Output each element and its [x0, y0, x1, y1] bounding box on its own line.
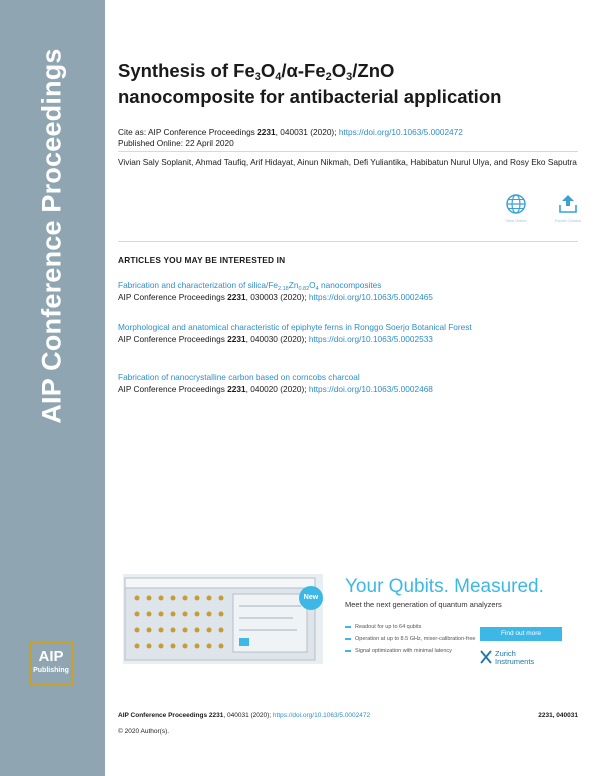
- new-badge: New: [299, 586, 323, 610]
- divider: [118, 151, 578, 152]
- related-article: [118, 279, 578, 303]
- ad-bullet: Readout for up to 64 qubits: [345, 624, 485, 631]
- zurich-instruments-logo-icon: [480, 650, 492, 664]
- related-article: [118, 371, 578, 395]
- related-article-citation: AIP Conference Proceedings 2231, 040020 (2020); https://doi.org/10.1063/5.0002468: [118, 384, 433, 394]
- zurich-instruments-brand: Zurich Instruments: [495, 649, 535, 666]
- find-out-more-button[interactable]: Find out more: [480, 627, 562, 641]
- cite-as-line: Cite as: AIP Conference Proceedings 2231, 040031 (2020); https://doi.org/10.1063/5.0002472: [118, 127, 463, 137]
- related-article-title[interactable]: Fabrication of nanocrystalline carbon based on corncobs charcoal: [118, 372, 360, 382]
- footer-citation: AIP Conference Proceedings 2231, 040031 (2020); https://doi.org/10.1063/5.0002472: [118, 712, 371, 719]
- related-articles-heading: ARTICLES YOU MAY BE INTERESTED IN: [118, 255, 286, 265]
- page-footer: [118, 711, 578, 720]
- citation-block: [118, 127, 578, 149]
- article-title-line1: Synthesis of $Fe_3O_4/\alpha-Fe_2O_3$/ZnO: [118, 60, 395, 83]
- article-doi-link[interactable]: https://doi.org/10.1063/5.0002472: [338, 127, 463, 137]
- ad-bullet: Operation at up to 8.5 GHz, mixer-calibration-free: [345, 636, 485, 643]
- ad-bullet-list: [345, 624, 485, 660]
- globe-icon: [505, 193, 527, 215]
- footer-doi-link[interactable]: https://doi.org/10.1063/5.0002472: [272, 712, 371, 719]
- related-article-citation: AIP Conference Proceedings 2231, 030003 (2020); https://doi.org/10.1063/5.0002465: [118, 292, 433, 302]
- article-title: [118, 58, 578, 110]
- ad-subheadline: Meet the next generation of quantum analyzers: [345, 600, 502, 609]
- related-article-title[interactable]: Fabrication and characterization of silica/$Fe_{2.18}Zn_{0.82}O_4$ nanocomposites: [118, 280, 382, 292]
- view-online-label: View Online: [505, 218, 527, 223]
- product-image: [123, 574, 323, 664]
- published-date: Published Online: 22 April 2020: [118, 138, 234, 148]
- logo-text-publishing: Publishing: [33, 667, 69, 674]
- author-list: Vivian Saly Soplanit, Ahmad Taufiq, Arif Hidayat, Ainun Nikmah, Defi Yuliantika, Habibatun Nurul Ulya, and Rosy Eko Saputra: [118, 157, 577, 167]
- series-title: AIP Conference Proceedings: [36, 48, 67, 424]
- related-article-doi-link[interactable]: https://doi.org/10.1063/5.0002465: [308, 292, 433, 302]
- related-article-citation: AIP Conference Proceedings 2231, 040030 (2020); https://doi.org/10.1063/5.0002533: [118, 334, 433, 344]
- article-title-line2: nanocomposite for antibacterial application: [118, 86, 502, 107]
- ad-headline: Your Qubits. Measured.: [345, 576, 544, 597]
- export-citation-label: Export Citation: [554, 218, 582, 223]
- aip-publishing-logo[interactable]: [29, 641, 73, 685]
- footer-page-reference: 2231, 040031: [538, 712, 578, 719]
- related-article-doi-link[interactable]: https://doi.org/10.1063/5.0002533: [308, 334, 433, 344]
- quantum-analyzer-graphic: [123, 574, 323, 664]
- divider: [118, 241, 578, 242]
- view-online-button[interactable]: [499, 193, 533, 224]
- journal-sidebar: [0, 0, 105, 776]
- export-citation-button[interactable]: [551, 193, 585, 224]
- related-article-doi-link[interactable]: https://doi.org/10.1063/5.0002468: [308, 384, 433, 394]
- ad-bullet: Signal optimization with minimal latency: [345, 648, 485, 655]
- export-citation-icon: [557, 193, 579, 215]
- related-article-title[interactable]: Morphological and anatomical characteristic of epiphyte ferns in Ronggo Soerjo Botanical Forest: [118, 322, 472, 332]
- logo-text-aip: AIP: [38, 648, 64, 665]
- advertisement-banner[interactable]: [123, 566, 578, 678]
- related-article: [118, 321, 578, 345]
- copyright-notice: © 2020 Author(s).: [118, 728, 170, 735]
